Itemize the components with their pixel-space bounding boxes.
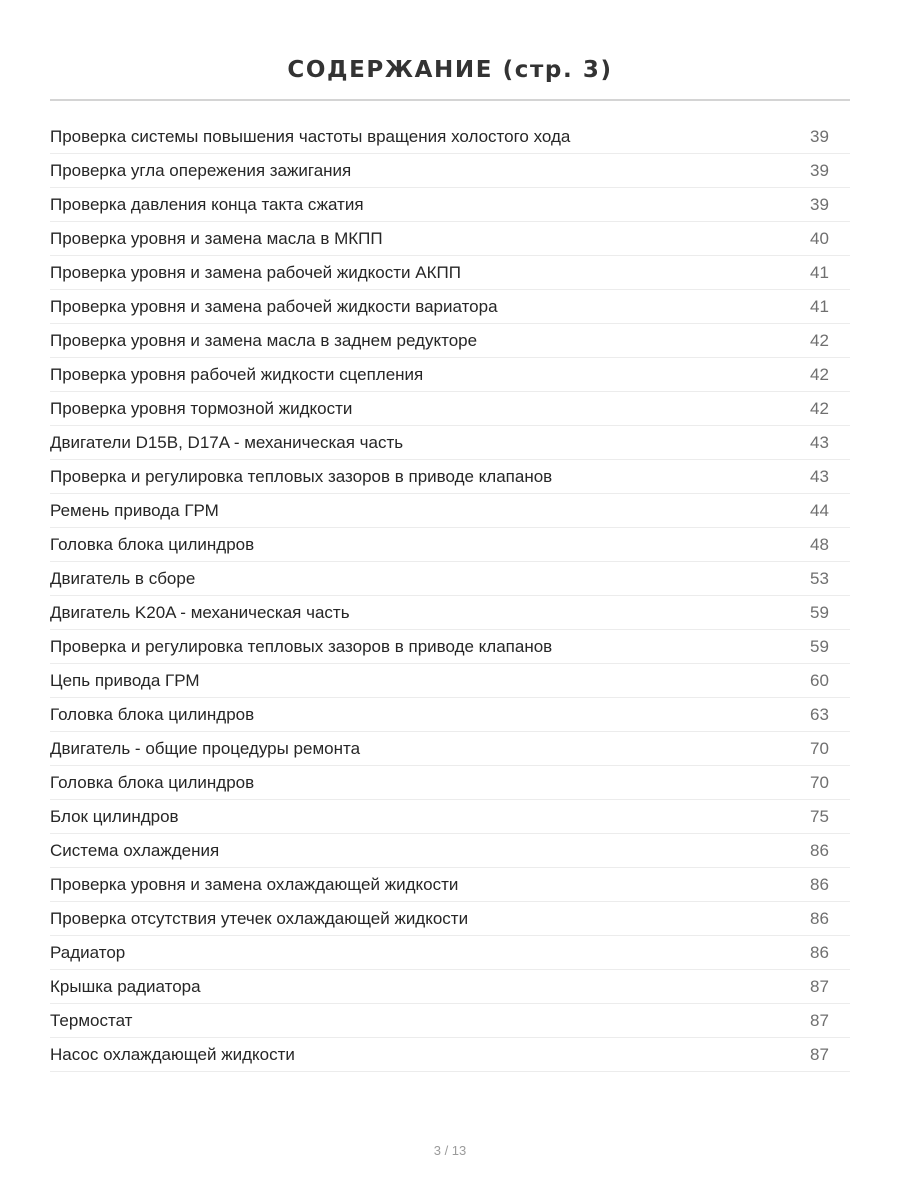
toc-entry-title: Проверка и регулировка тепловых зазоров в приводе клапанов [50, 636, 553, 656]
toc-entry-title: Двигатель - общие процедуры ремонта [50, 738, 361, 758]
toc-entry-title: Проверка и регулировка тепловых зазоров в приводе клапанов [50, 466, 553, 486]
toc-entry-page-number: 59 [810, 636, 829, 656]
toc-entry[interactable] [50, 800, 850, 834]
toc-entry-title: Головка блока цилиндров [50, 704, 255, 724]
toc-entry-title: Проверка уровня и замена охлаждающей жидкости [50, 874, 459, 894]
toc-entry-page-number: 39 [810, 126, 829, 146]
toc-entry-page-number: 59 [810, 602, 829, 622]
toc-entry-title: Проверка уровня рабочей жидкости сцепления [50, 364, 424, 384]
toc-entry-title: Головка блока цилиндров [50, 772, 255, 792]
toc-entry-title: Проверка уровня тормозной жидкости [50, 398, 353, 418]
toc-entry-page-number: 86 [810, 840, 829, 860]
toc-entry-page-number: 48 [810, 534, 829, 554]
toc-entry[interactable] [50, 902, 850, 936]
toc-entry-title: Радиатор [50, 942, 126, 962]
toc-list [50, 120, 850, 1072]
toc-entry-page-number: 86 [810, 908, 829, 928]
toc-entry-page-number: 70 [810, 772, 829, 792]
toc-entry-page-number: 39 [810, 160, 829, 180]
toc-entry-title: Проверка уровня и замена масла в МКПП [50, 228, 383, 248]
toc-entry-page-number: 40 [810, 228, 829, 248]
toc-entry[interactable] [50, 426, 850, 460]
toc-entry-page-number: 53 [810, 568, 829, 588]
toc-entry-page-number: 70 [810, 738, 829, 758]
toc-entry-page-number: 41 [810, 262, 829, 282]
toc-entry-title: Система охлаждения [50, 840, 220, 860]
toc-entry-title: Блок цилиндров [50, 806, 179, 826]
toc-entry-title: Проверка давления конца такта сжатия [50, 194, 364, 214]
toc-entry[interactable] [50, 494, 850, 528]
toc-entry[interactable] [50, 290, 850, 324]
toc-entry[interactable] [50, 936, 850, 970]
toc-entry[interactable] [50, 562, 850, 596]
toc-entry[interactable] [50, 664, 850, 698]
toc-entry-title: Проверка отсутствия утечек охлаждающей жидкости [50, 908, 469, 928]
toc-entry[interactable] [50, 324, 850, 358]
toc-entry-page-number: 43 [810, 466, 829, 486]
toc-entry-title: Проверка уровня и замена рабочей жидкости АКПП [50, 262, 461, 282]
toc-entry-title: Проверка угла опережения зажигания [50, 160, 352, 180]
toc-entry[interactable] [50, 154, 850, 188]
page-indicator: 3 / 13 [433, 1143, 467, 1158]
toc-entry-page-number: 42 [810, 398, 829, 418]
toc-entry-title: Проверка системы повышения частоты вращения холостого хода [50, 126, 571, 146]
toc-entry[interactable] [50, 596, 850, 630]
toc-entry-title: Термостат [50, 1010, 133, 1030]
toc-entry[interactable] [50, 460, 850, 494]
toc-entry[interactable] [50, 630, 850, 664]
toc-entry[interactable] [50, 256, 850, 290]
toc-entry-page-number: 43 [810, 432, 829, 452]
toc-entry-page-number: 87 [810, 1044, 829, 1064]
toc-entry-page-number: 42 [810, 330, 829, 350]
toc-entry[interactable] [50, 732, 850, 766]
toc-entry-page-number: 87 [810, 976, 829, 996]
toc-entry-page-number: 75 [810, 806, 829, 826]
toc-entry-title: Проверка уровня и замена масла в заднем редукторе [50, 330, 478, 350]
toc-entry-page-number: 60 [810, 670, 829, 690]
toc-entry[interactable] [50, 698, 850, 732]
toc-entry[interactable] [50, 528, 850, 562]
toc-entry[interactable] [50, 1038, 850, 1072]
toc-entry[interactable] [50, 188, 850, 222]
toc-entry-page-number: 87 [810, 1010, 829, 1030]
toc-entry-title: Цепь привода ГРМ [50, 670, 200, 690]
toc-entry-title: Двигатели D15B, D17A - механическая часть [50, 432, 404, 452]
toc-entry-title: Ремень привода ГРМ [50, 500, 219, 520]
toc-entry-page-number: 63 [810, 704, 829, 724]
toc-entry-page-number: 44 [810, 500, 829, 520]
toc-entry-title: Головка блока цилиндров [50, 534, 255, 554]
toc-entry[interactable] [50, 834, 850, 868]
toc-entry[interactable] [50, 222, 850, 256]
toc-entry-page-number: 42 [810, 364, 829, 384]
toc-entry[interactable] [50, 868, 850, 902]
toc-entry[interactable] [50, 1004, 850, 1038]
toc-entry[interactable] [50, 358, 850, 392]
toc-entry-title: Двигатель в сборе [50, 568, 196, 588]
toc-entry[interactable] [50, 392, 850, 426]
toc-entry-page-number: 41 [810, 296, 829, 316]
toc-entry[interactable] [50, 120, 850, 154]
toc-entry[interactable] [50, 766, 850, 800]
toc-entry-title: Проверка уровня и замена рабочей жидкости вариатора [50, 296, 498, 316]
toc-entry-page-number: 86 [810, 874, 829, 894]
toc-entry[interactable] [50, 970, 850, 1004]
toc-entry-title: Насос охлаждающей жидкости [50, 1044, 295, 1064]
toc-entry-page-number: 86 [810, 942, 829, 962]
title-divider [50, 99, 850, 101]
toc-entry-title: Крышка радиатора [50, 976, 201, 996]
toc-entry-title: Двигатель K20A - механическая часть [50, 602, 350, 622]
toc-entry-page-number: 39 [810, 194, 829, 214]
page-title: СОДЕРЖАНИЕ (стр. 3) [287, 57, 613, 84]
